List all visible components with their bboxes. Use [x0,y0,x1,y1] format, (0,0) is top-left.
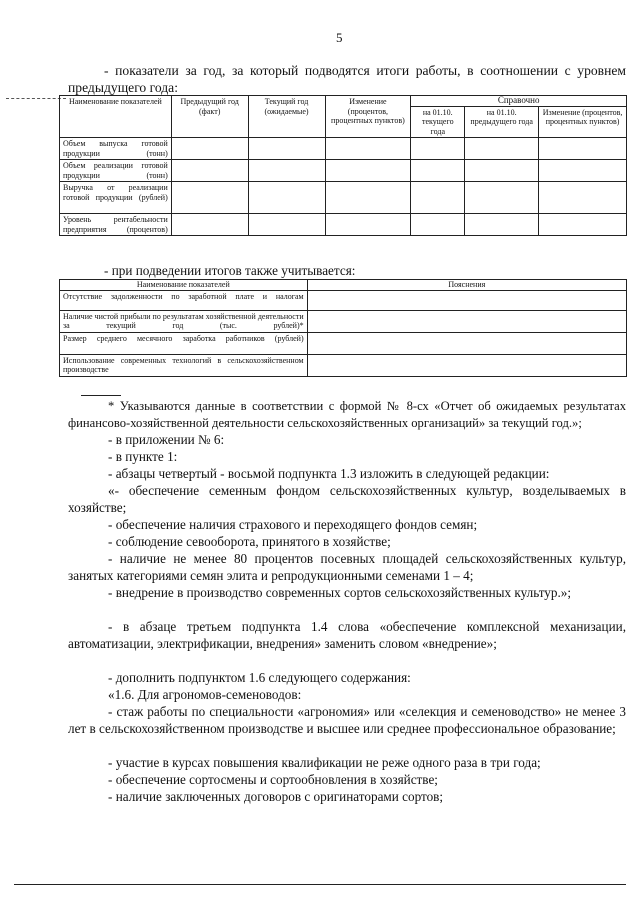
paragraph: - обеспечение наличия страхового и переходящего фондов семян; [108,517,478,532]
paragraph: - дополнить подпунктом 1.6 следующего содержания: [108,670,411,685]
indicators-table [59,95,627,236]
paragraph: - абзацы четвертый - восьмой подпункта 1.3 изложить в следующей редакции: [108,466,550,481]
paragraph: - обеспечение сортосмены и сортообновления в хозяйстве; [108,772,438,787]
paragraph: - в приложении № 6: [108,432,225,447]
row-label: Наличие чистой прибыли по результатам хозяйственной деятельности за текущий год (тыс. рублей)* [60,310,308,332]
col-header-reference: Справочно [411,96,627,107]
row-label: Выручка от реализации готовой продукции (рублей) [60,182,172,214]
intro-paragraph: - показатели за год, за который подводятся итоги работы, в соотношении с уровнем предыдущего года: [68,63,626,95]
table-row [60,354,627,376]
scan-dash-line [6,98,66,99]
subtitle-also-considered: - при подведении итогов также учитывается: [104,263,356,278]
paragraph: - внедрение в производство современных сортов сельскохозяйственных культур.»; [108,585,572,600]
page-bottom-rule [14,884,626,885]
footnote: * Указываются данные в соответствии с формой № 8-сх «Отчет об ожидаемых результатах финансово-хозяйственной деятельности сельскохозяйственных организаций» за текущий год.»; [68,399,626,430]
paragraph: - участие в курсах повышения квалификации не реже одного раза в три года; [108,755,541,770]
col-header-current-year: Текущий год (ожидаемые) [248,96,325,138]
col-header-ref-current: на 01.10. текущего года [411,106,465,138]
paragraph: - наличие заключенных договоров с оригинаторами сортов; [108,789,444,804]
page-number: 5 [336,30,343,45]
col-header-name: Наименование показателей [60,96,172,138]
table-row [60,214,627,236]
col-header-notes: Пояснения [307,280,626,291]
row-label: Использование современных технологий в сельскохозяйственном производстве [60,354,308,376]
table-row [60,160,627,182]
table-row [60,310,627,332]
paragraph: - соблюдение севооборота, принятого в хозяйстве; [108,534,391,549]
paragraph: - в пункте 1: [108,449,178,464]
table-row [60,138,627,160]
col-header-ref-change: Изменение (процентов, процентных пунктов) [539,106,627,138]
row-label: Размер среднего месячного заработка работников (рублей) [60,332,308,354]
row-label: Отсутствие задолженности по заработной плате и налогам [60,290,308,310]
row-label: Уровень рентабельности предприятия (процентов) [60,214,172,236]
table-row [60,182,627,214]
row-label: Объем выпуска готовой продукции (тонн) [60,138,172,160]
col-header-prev-year: Предыдущий год (факт) [171,96,248,138]
col-header-ref-prev: на 01.10. предыдущего года [465,106,539,138]
row-label: Объем реализации готовой продукции (тонн) [60,160,172,182]
paragraph: - в абзаце третьем подпункта 1.4 слова «обеспечение комплексной механизации, автоматизации, электрификации, внедрения» заменить словом «внедрение»; [68,619,626,651]
table-row [60,290,627,310]
additional-indicators-table [59,279,627,377]
paragraph: - стаж работы по специальности «агрономия» или «селекция и семеноводство» не менее 3 лет в сельскохозяйственном производстве и высшее или среднее профессиональное образование; [68,704,626,736]
col-header-name: Наименование показателей [60,280,308,291]
paragraph: «- обеспечение семенным фондом сельскохозяйственных культур, возделываемых в хозяйстве; [68,483,626,515]
paragraph: - наличие не менее 80 процентов посевных площадей сельскохозяйственных культур, занятых категориями семян элита и репродукционными семенами 1 – 4; [68,551,626,583]
paragraph: «1.6. Для агрономов-семеноводов: [108,687,302,702]
footnote-rule [81,395,121,396]
table-row [60,332,627,354]
col-header-change: Изменение (процентов, процентных пунктов) [325,96,411,138]
